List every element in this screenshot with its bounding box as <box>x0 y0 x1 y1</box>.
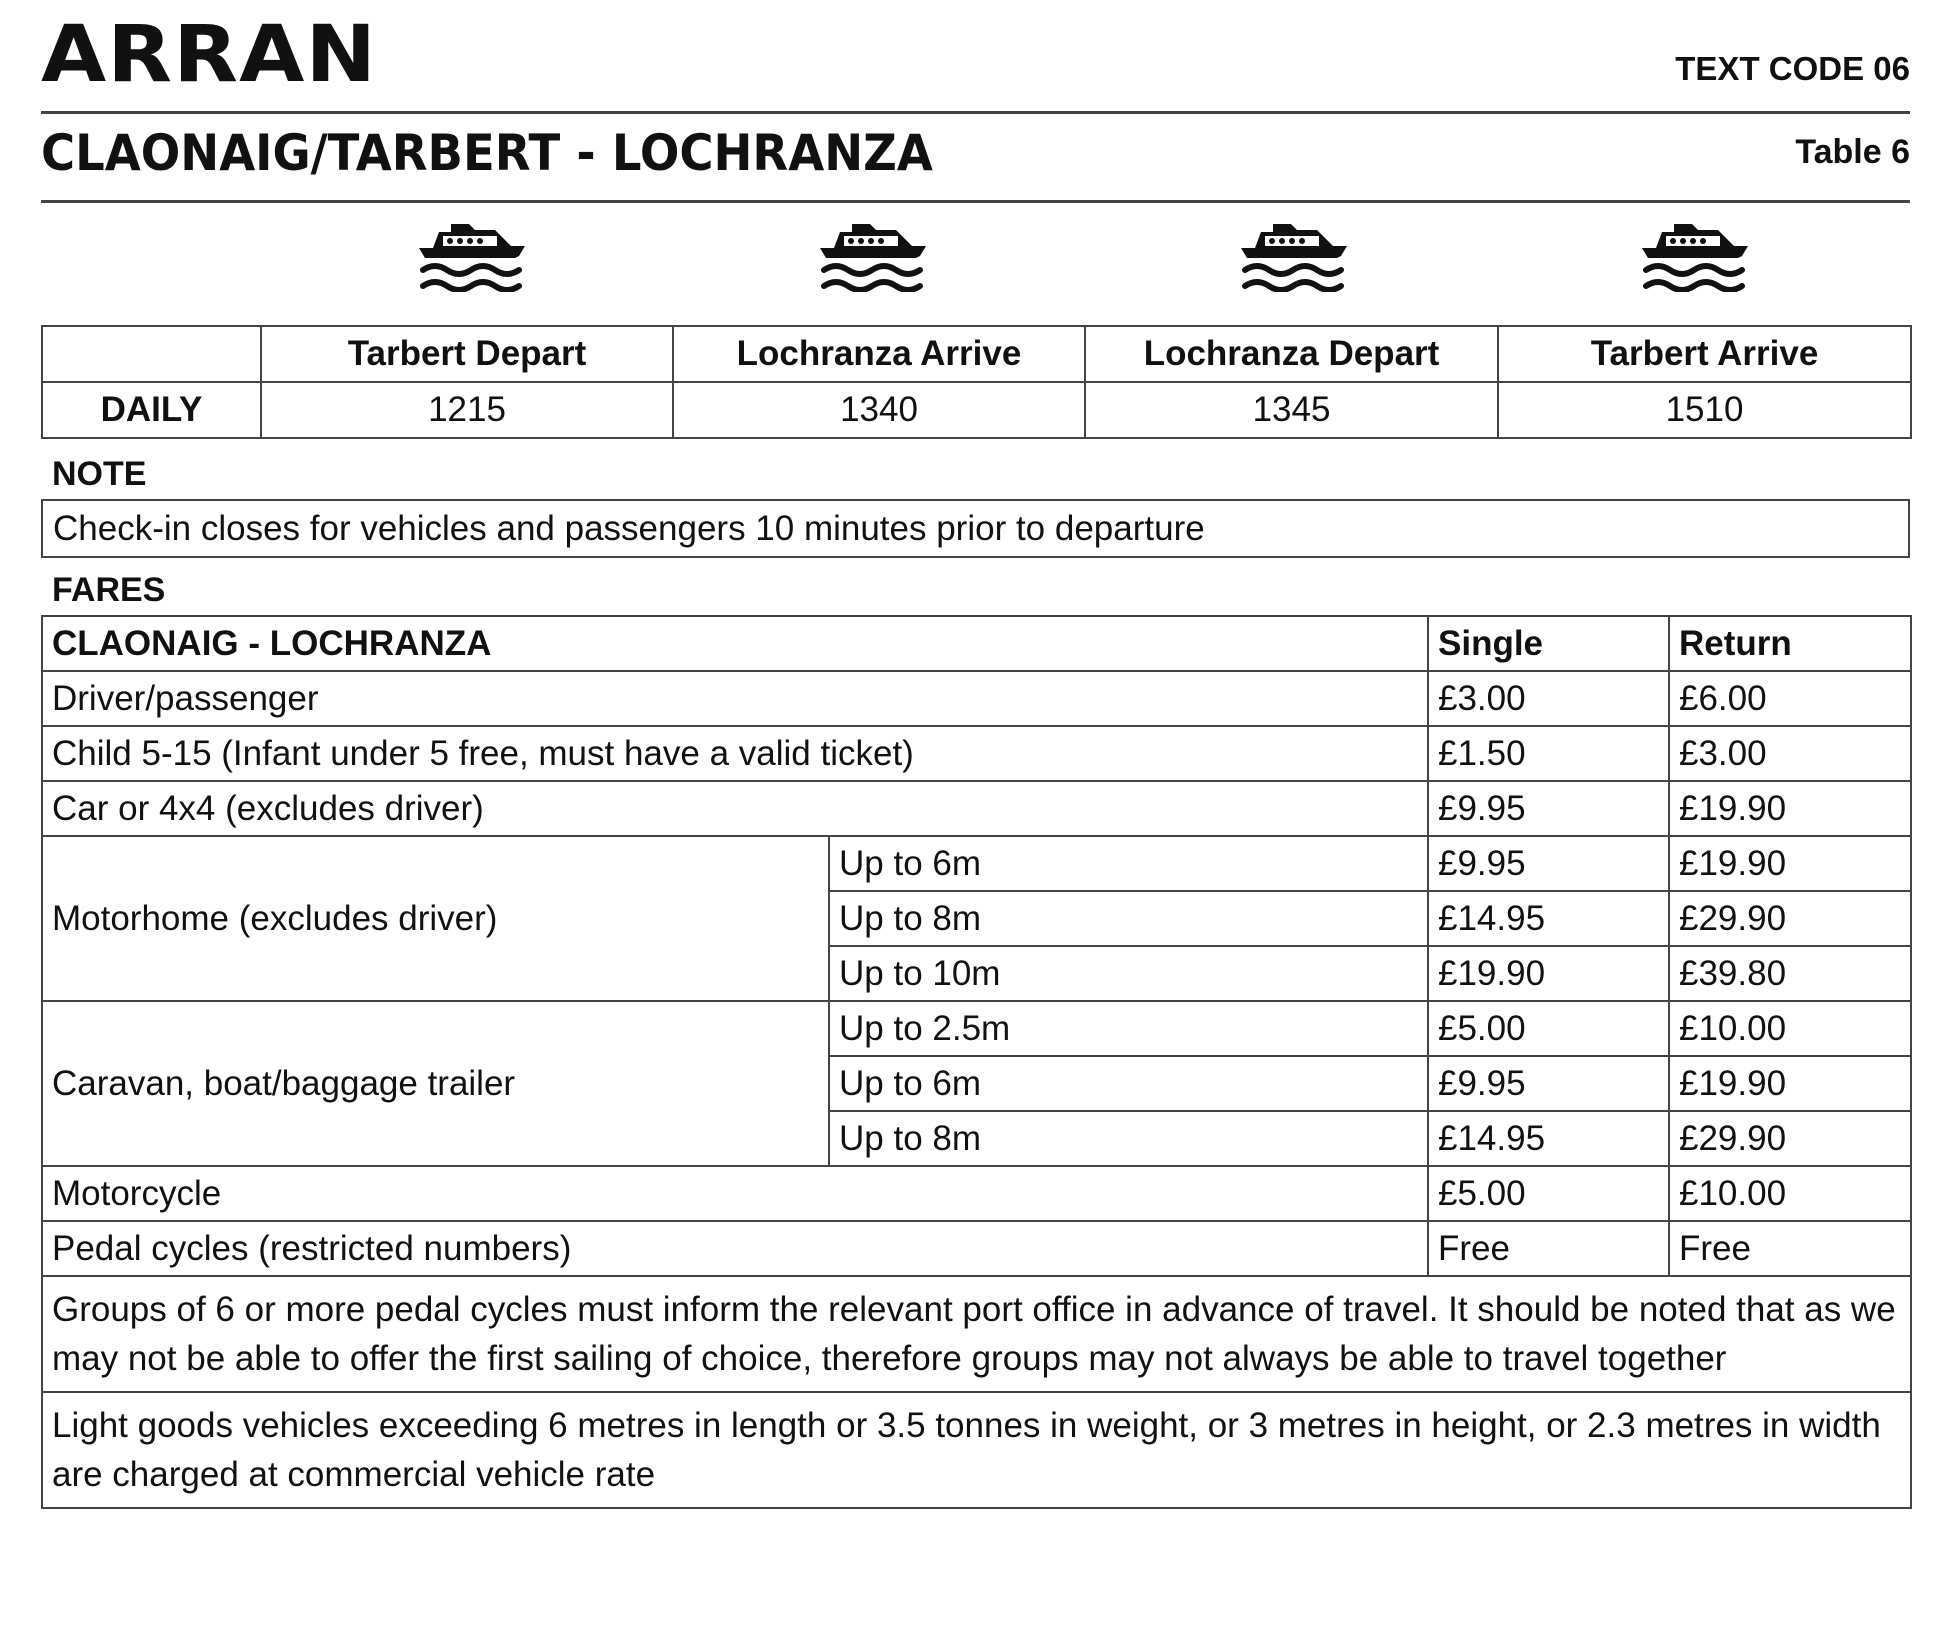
column-header: Tarbert Depart <box>261 326 673 382</box>
fare-size: Up to 10m <box>829 946 1428 1001</box>
fare-note: Light goods vehicles exceeding 6 metres in length or 3.5 tonnes in weight, or 3 metres in height, or 2.3 metres in width are charged at commercial vehicle rate <box>42 1392 1911 1508</box>
fare-row <box>42 781 1911 836</box>
fare-row <box>42 726 1911 781</box>
empty-cell <box>42 326 261 382</box>
fare-group-label: Motorhome (excludes driver) <box>42 836 829 1001</box>
time-cell: 1345 <box>1085 382 1498 438</box>
fare-single: £14.95 <box>1428 891 1669 946</box>
note-box <box>41 499 1910 558</box>
fares-heading: FARES <box>52 571 166 609</box>
column-header: Lochranza Arrive <box>673 326 1085 382</box>
fare-size: Up to 6m <box>829 1056 1428 1111</box>
text-code: TEXT CODE 06 <box>1675 50 1910 87</box>
fare-size: Up to 8m <box>829 891 1428 946</box>
fare-single: £5.00 <box>1428 1166 1669 1221</box>
fare-label: Pedal cycles (restricted numbers) <box>42 1221 1428 1276</box>
fare-single: Free <box>1428 1221 1669 1276</box>
fare-group-label: Caravan, boat/baggage trailer <box>42 1001 829 1166</box>
column-header-return: Return <box>1669 616 1911 671</box>
fare-size: Up to 6m <box>829 836 1428 891</box>
fare-single: £14.95 <box>1428 1111 1669 1166</box>
fare-note: Groups of 6 or more pedal cycles must inform the relevant port office in advance of travel. It should be noted that as we may not be able to offer the first sailing of choice, therefore groups may not always be able to travel together <box>42 1276 1911 1392</box>
fare-row <box>42 836 1911 891</box>
fare-return: £10.00 <box>1669 1166 1911 1221</box>
fare-size: Up to 8m <box>829 1111 1428 1166</box>
fare-single: £1.50 <box>1428 726 1669 781</box>
time-cell: 1340 <box>673 382 1085 438</box>
time-cell: 1510 <box>1498 382 1911 438</box>
schedule-row <box>42 382 1911 438</box>
fare-row <box>42 1221 1911 1276</box>
table-number: Table 6 <box>1795 133 1910 171</box>
ferry-icon <box>1239 218 1349 292</box>
fare-return: £29.90 <box>1669 891 1911 946</box>
column-header: Tarbert Arrive <box>1498 326 1911 382</box>
note-heading: NOTE <box>52 455 147 493</box>
fare-size: Up to 2.5m <box>829 1001 1428 1056</box>
divider <box>41 111 1910 114</box>
fare-return: £29.90 <box>1669 1111 1911 1166</box>
note-text: Check-in closes for vehicles and passengers 10 minutes prior to departure <box>53 509 1205 548</box>
fare-return: £19.90 <box>1669 1056 1911 1111</box>
fares-table <box>41 615 1912 1509</box>
fare-label: Child 5-15 (Infant under 5 free, must have a valid ticket) <box>42 726 1428 781</box>
fare-label: Motorcycle <box>42 1166 1428 1221</box>
schedule-header-row <box>42 326 1911 382</box>
time-cell: 1215 <box>261 382 673 438</box>
schedule-table <box>41 325 1912 439</box>
fare-single: £9.95 <box>1428 1056 1669 1111</box>
divider <box>41 200 1910 203</box>
fare-return: £19.90 <box>1669 836 1911 891</box>
fare-return: £6.00 <box>1669 671 1911 726</box>
fare-label: Driver/passenger <box>42 671 1428 726</box>
column-header: Lochranza Depart <box>1085 326 1498 382</box>
fare-return: £3.00 <box>1669 726 1911 781</box>
fare-single: £3.00 <box>1428 671 1669 726</box>
fare-single: £9.95 <box>1428 836 1669 891</box>
column-header-single: Single <box>1428 616 1669 671</box>
fare-return: £10.00 <box>1669 1001 1911 1056</box>
route-title: CLAONAIG/TARBERT - LOCHRANZA <box>41 124 933 182</box>
fare-note-row <box>42 1276 1911 1392</box>
fare-row <box>42 671 1911 726</box>
fare-row <box>42 1001 1911 1056</box>
ferry-icon <box>1640 218 1750 292</box>
row-label: DAILY <box>42 382 261 438</box>
ferry-icon <box>818 218 928 292</box>
ferry-icon <box>417 218 527 292</box>
fare-label: Car or 4x4 (excludes driver) <box>42 781 1428 836</box>
fare-single: £5.00 <box>1428 1001 1669 1056</box>
fare-return: £39.80 <box>1669 946 1911 1001</box>
fare-return: Free <box>1669 1221 1911 1276</box>
fare-row <box>42 1166 1911 1221</box>
fare-single: £9.95 <box>1428 781 1669 836</box>
brand-title: ARRAN <box>41 10 378 100</box>
fare-note-row <box>42 1392 1911 1508</box>
fares-header-row <box>42 616 1911 671</box>
fare-single: £19.90 <box>1428 946 1669 1001</box>
fares-route: CLAONAIG - LOCHRANZA <box>42 616 1428 671</box>
fare-return: £19.90 <box>1669 781 1911 836</box>
